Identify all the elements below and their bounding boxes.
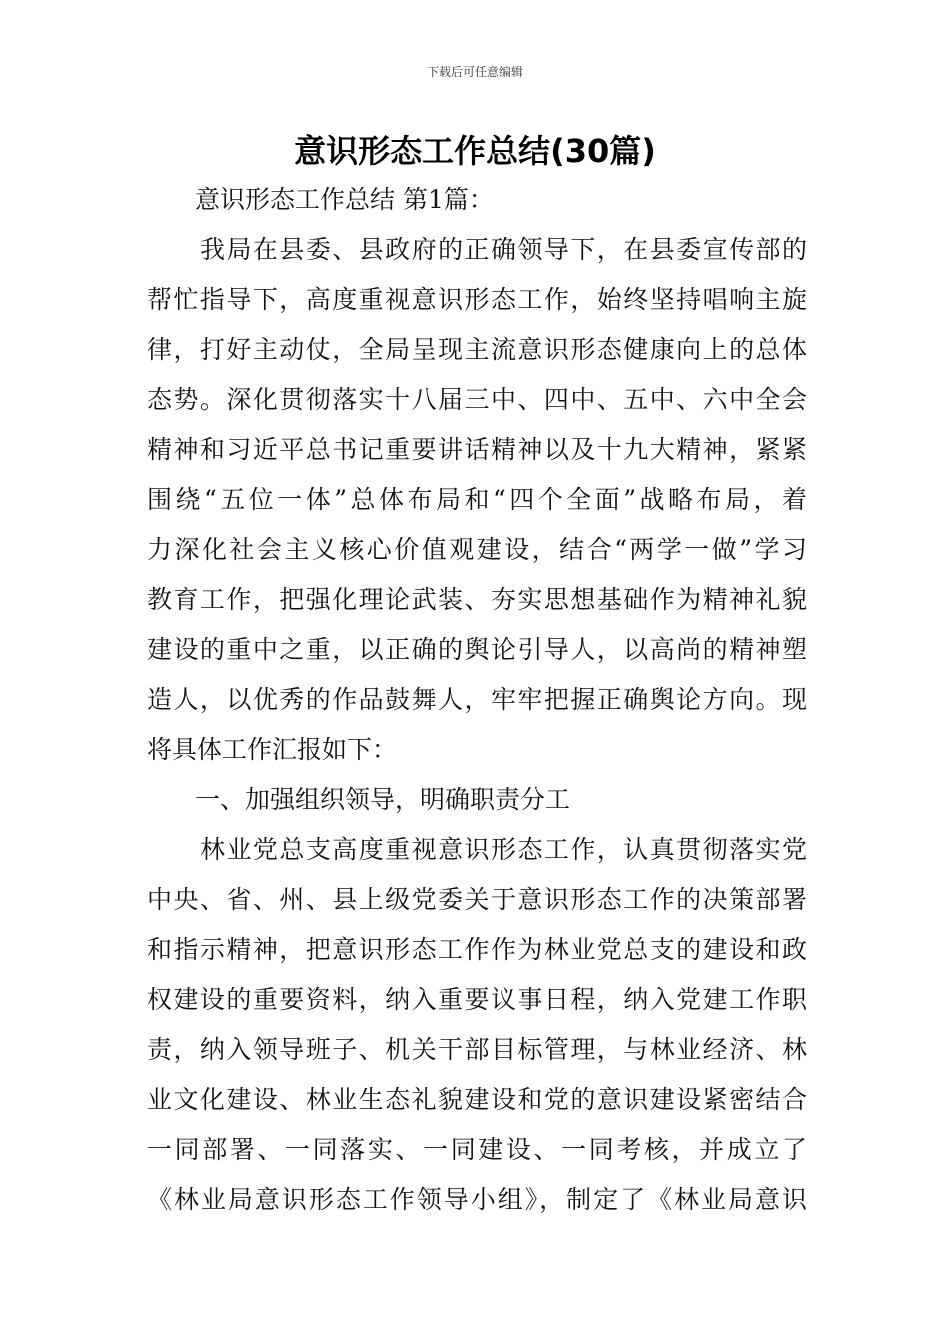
- paragraph-line: 将具体工作汇报如下：: [147, 735, 398, 764]
- paragraph-line: 和指示精神，把意识形态工作作为林业党总支的建设和政: [147, 935, 807, 964]
- paragraph-line: 权建设的重要资料，纳入重要议事日程，纳入党建工作职: [147, 985, 807, 1014]
- paragraph-line: 一同部署、一同落实、一同建设、一同考核，并成立了: [147, 1135, 807, 1164]
- paragraph-line: 帮忙指导下，高度重视意识形态工作，始终坚持唱响主旋: [147, 285, 807, 314]
- document-title: 意识形态工作总结(30篇): [294, 132, 656, 170]
- paragraph-line: 态势。深化贯彻落实十八届三中、四中、五中、六中全会: [147, 385, 807, 414]
- subsection-heading: 一、加强组织领导，明确职责分工: [195, 785, 571, 814]
- paragraph-line: 责，纳入领导班子、机关干部目标管理，与林业经济、林: [147, 1035, 807, 1064]
- section-heading: 意识形态工作总结 第1篇：: [195, 185, 494, 214]
- paragraph-line: 业文化建设、林业生态礼貌建设和党的意识建设紧密结合: [147, 1085, 807, 1114]
- paragraph-line: 精神和习近平总书记重要讲话精神以及十九大精神，紧紧: [147, 435, 807, 464]
- paragraph-line: 我局在县委、县政府的正确领导下，在县委宣传部的: [200, 235, 807, 264]
- download-note: 下载后可任意编辑: [426, 65, 523, 79]
- paragraph-line: 教育工作，把强化理论武装、夯实思想基础作为精神礼貌: [147, 585, 807, 614]
- paragraph-line: 林业党总支高度重视意识形态工作，认真贯彻落实党: [200, 835, 807, 864]
- paragraph-line: 造人，以优秀的作品鼓舞人，牢牢把握正确舆论方向。现: [147, 685, 807, 714]
- paragraph-line: 力深化社会主义核心价值观建设，结合“两学一做”学习: [147, 535, 807, 564]
- paragraph-line: 围绕“五位一体”总体布局和“四个全面”战略布局，着: [147, 485, 807, 514]
- paragraph-line: 中央、省、州、县上级党委关于意识形态工作的决策部署: [147, 885, 807, 914]
- paragraph-line: 《林业局意识形态工作领导小组》，制定了《林业局意识: [147, 1185, 807, 1214]
- paragraph-line: 律，打好主动仗，全局呈现主流意识形态健康向上的总体: [147, 335, 807, 364]
- paragraph-line: 建设的重中之重，以正确的舆论引导人，以高尚的精神塑: [147, 635, 807, 664]
